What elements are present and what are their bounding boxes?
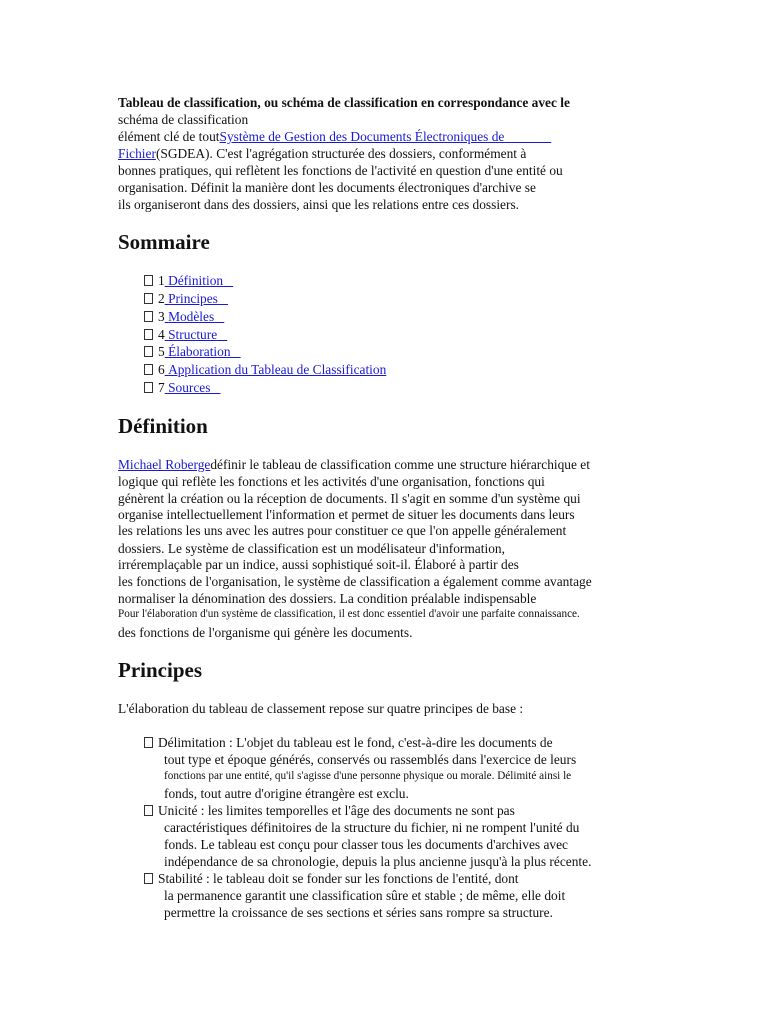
definition-line: les relations les uns avec les autres pour constituer ce que l'on appelle généralement xyxy=(118,523,567,538)
toc-link-application[interactable]: Application du Tableau de Classification xyxy=(168,362,387,377)
bullet-icon xyxy=(144,275,153,286)
principe-line: caractéristiques définitoires de la structure du fichier, ni ne rompent l'unité du xyxy=(164,820,580,835)
principes-heading: Principes xyxy=(118,658,202,682)
toc-item[interactable]: 6 Application du Tableau de Classification xyxy=(144,361,386,378)
intro-line xyxy=(118,128,551,145)
intro-text: (SGDEA). C'est l'agrégation structurée des dossiers, conformément à xyxy=(155,146,527,161)
intro-text: élément clé de tout xyxy=(118,129,220,144)
bullet-icon xyxy=(144,293,153,304)
principe-line: indépendance de sa chronologie, depuis la plus ancienne jusqu'à la plus récente. xyxy=(164,854,592,869)
definition-line: Michael Robergedéfinir le tableau de classification comme une structure hiérarchique et xyxy=(118,457,590,472)
definition-heading: Définition xyxy=(118,414,208,438)
definition-line: normaliser la dénomination des dossiers. La condition préalable indispensable xyxy=(118,591,537,606)
bullet-icon xyxy=(144,346,153,357)
intro-line: ils organiseront dans des dossiers, ainsi que les relations entre ces dossiers. xyxy=(118,197,520,212)
definition-line: irréremplaçable par un indice, aussi sophistiqué soit-il. Élaboré à partir des xyxy=(118,557,519,572)
intro-line xyxy=(118,145,526,162)
intro-line: Tableau de classification, ou schéma de classification en correspondance avec le xyxy=(118,95,570,110)
principe-line: la permanence garantit une classification sûre et stable ; de même, elle doit xyxy=(164,888,566,903)
sgdea-link[interactable]: Système de Gestion des Documents Électroniques de xyxy=(219,129,505,144)
definition-line: dossiers. Le système de classification est un modélisateur d'information, xyxy=(118,541,505,556)
toc-item[interactable]: 2 Principes xyxy=(144,290,228,307)
intro-line: schéma de classification xyxy=(118,112,249,127)
bullet-icon xyxy=(144,873,153,884)
definition-line: des fonctions de l'organisme qui génère les documents. xyxy=(118,625,413,640)
toc-link-sources[interactable]: Sources xyxy=(168,380,211,395)
principe-line: fonctions par une entité, qu'il s'agisse d'une personne physique ou morale. Délimité ainsi le xyxy=(164,770,572,782)
definition-line: génèrent la création ou la réception de documents. Il s'agit en somme d'un système qui xyxy=(118,491,581,506)
principe-item: Unicité : les limites temporelles et l'âge des documents ne sont pas xyxy=(144,802,515,819)
toc-item[interactable]: 5 Élaboration xyxy=(144,343,241,360)
definition-line: les fonctions de l'organisation, le système de classification a également comme avantage xyxy=(118,574,592,589)
principe-item: Stabilité : le tableau doit se fonder sur les fonctions de l'entité, dont xyxy=(144,870,519,887)
bullet-icon xyxy=(144,382,153,393)
definition-line: logique qui reflète les fonctions et les activités d'une organisation, fonctions qui xyxy=(118,474,545,489)
definition-line: organise intellectuellement l'information et permet de situer les documents dans leurs xyxy=(118,507,575,522)
bullet-icon xyxy=(144,364,153,375)
toc-item[interactable]: 1 Définition xyxy=(144,272,233,289)
toc-link-definition[interactable]: Définition xyxy=(168,273,224,288)
toc-link-elaboration[interactable]: Élaboration xyxy=(168,344,231,359)
bullet-icon xyxy=(144,329,153,340)
principe-line: fonds, tout autre d'origine étrangère est exclu. xyxy=(164,786,409,801)
definition-line: Pour l'élaboration d'un système de classification, il est donc essentiel d'avoir une parfaite connaissance. xyxy=(118,608,580,620)
bullet-icon xyxy=(144,805,153,816)
fichier-link[interactable]: Fichier xyxy=(118,146,156,161)
toc-item[interactable]: 3 Modèles xyxy=(144,308,224,325)
principes-intro: L'élaboration du tableau de classement repose sur quatre principes de base : xyxy=(118,701,524,716)
intro-line: bonnes pratiques, qui reflètent les fonctions de l'activité en question d'une entité ou xyxy=(118,163,563,178)
toc-item[interactable]: 7 Sources xyxy=(144,379,221,396)
michael-roberge-link[interactable]: Michael Roberge xyxy=(118,457,211,472)
principe-line: tout type et époque générés, conservés ou rassemblés dans l'exercice de leurs xyxy=(164,752,577,767)
toc-link-principes[interactable]: Principes xyxy=(168,291,218,306)
intro-line: organisation. Définit la manière dont les documents électroniques d'archive se xyxy=(118,180,536,195)
toc-link-modeles[interactable]: Modèles xyxy=(168,309,215,324)
sommaire-heading: Sommaire xyxy=(118,230,210,254)
principe-line: fonds. Le tableau est conçu pour classer tous les documents d'archives avec xyxy=(164,837,568,852)
toc-item[interactable]: 4 Structure xyxy=(144,326,227,343)
toc-link-structure[interactable]: Structure xyxy=(168,327,218,342)
principe-item: Délimitation : L'objet du tableau est le fond, c'est-à-dire les documents de xyxy=(144,734,553,751)
bullet-icon xyxy=(144,737,153,748)
principe-line: permettre la croissance de ses sections et séries sans rompre sa structure. xyxy=(164,905,553,920)
link-underline-trail xyxy=(504,129,551,144)
bullet-icon xyxy=(144,311,153,322)
